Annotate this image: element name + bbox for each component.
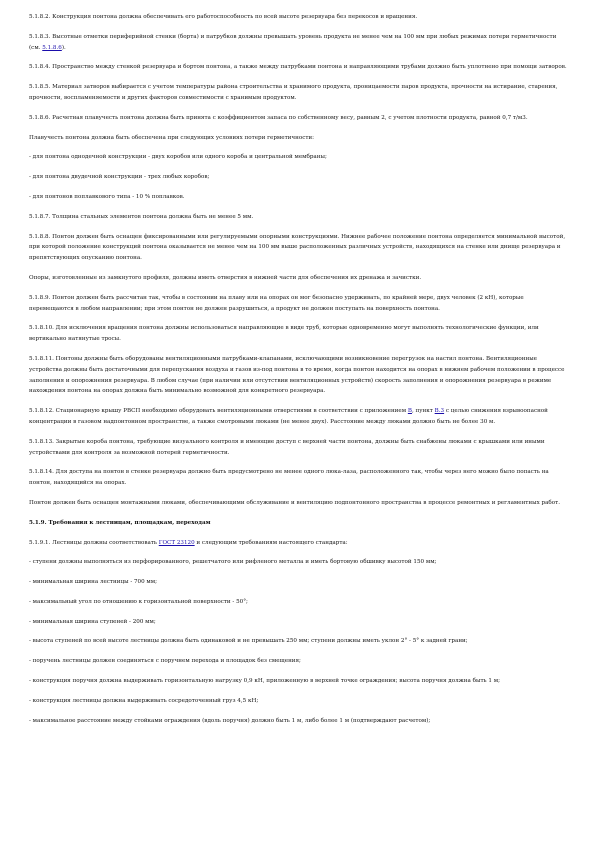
paragraph-text: , пункт	[411, 408, 435, 415]
paragraph-buoyancy-conditions: Плавучесть понтона должна быть обеспечена при следующих условиях потери герметичности:	[29, 134, 315, 141]
list-item: - ступени должны выполняться из перфорированного, решетчатого или рифленого металла и иметь бортовую обшивку высотой 150 мм;	[29, 559, 437, 566]
paragraph-5-1-8-13: 5.1.8.13. Закрытые короба понтона, требующие визуального контроля и имеющие доступ с верхней части понтона, должны быть снабжены люками с крышками или иными устройствами для контроля за возможной потерей герметичности.	[29, 438, 545, 456]
paragraph-text: 5.1.8.3. Высотные отметки периферийной стенки (борта) и патрубков должны превышать уровень продукта не менее чем на 100 мм при любых режимах потери герметичности (см.	[29, 33, 557, 51]
list-item: - для понтона двудечной конструкции - трех любых коробов;	[29, 174, 210, 181]
list-item: - для понтонов поплавкового типа - 10 % поплавков.	[29, 193, 185, 200]
paragraph-text: 5.1.9.1. Лестницы должны соответствовать	[29, 539, 159, 546]
paragraph-5-1-8-14: 5.1.8.14. Для доступа на понтон в стенке резервуара должно быть предусмотрено не менее одного люка-лаза, расположенного так, чтобы через него можно было попасть на понтон, находящийся на опорах.	[29, 469, 549, 487]
paragraph-5-1-8-4: 5.1.8.4. Пространство между стенкой резервуара и бортом понтона, а также между патрубками понтона и направляющими трубами должно быть уплотнено при помощи затворов.	[29, 64, 567, 71]
list-item: - максимальный угол по отношению к горизонтальной поверхности - 50°;	[29, 598, 248, 605]
link-gost-23120[interactable]: ГОСТ 23120	[158, 539, 195, 546]
paragraph-text: 5.1.8.12. Стационарную крышу РВСП необходимо оборудовать вентиляционными отверстиями в соответствии с приложением	[29, 408, 408, 415]
paragraph-mounting-hatches: Понтон должен быть оснащен монтажными люками, обеспечивающими обслуживание и вентиляцию подпонтонного пространства в процессе ремонтных и регламентных работ.	[29, 499, 561, 506]
paragraph-5-1-8-10: 5.1.8.10. Для исключения вращения понтона должны использоваться направляющие в виде труб, которые одновременно могут выполнять технологические функции, или вертикально натянутые тросы.	[29, 325, 539, 343]
paragraph-5-1-8-8: 5.1.8.8. Понтон должен быть оснащен фиксированными или регулируемыми опорными конструкциями. Нижнее рабочее положение понтона определяется минимальной высотой, при которой положение конструкций понтона оказывается не менее чем на 100 мм выше расположенных различных устройств, находящихся на стенке или днище резервуара и препятствующих опусканию понтона.	[29, 233, 566, 262]
paragraph-5-1-8-7: 5.1.8.7. Толщина стальных элементов понтона должна быть не менее 5 мм.	[29, 213, 254, 220]
list-item: - максимальное расстояние между стойками ограждения (вдоль поручня) должно быть 1 м, либо более 1 м (подтверждают расчетом);	[29, 717, 431, 724]
document-page	[29, 12, 569, 726]
paragraph-5-1-8-2: 5.1.8.2. Конструкция понтона должна обеспечивать его работоспособность по всей высоте резервуара без перекосов и вращения.	[29, 14, 418, 20]
list-item: - конструкция лестницы должна выдерживать сосредоточенный груз 4,5 кН;	[29, 697, 259, 704]
list-item: - поручень лестницы должен соединяться с поручнем перехода и площадок без смещения;	[29, 658, 301, 665]
list-item: - высота ступеней по всей высоте лестницы должна быть одинаковой и не превышать 250 мм; ступени должны иметь уклон 2° - 5° к задней грани;	[29, 638, 468, 645]
paragraph-5-1-8-12	[29, 406, 569, 428]
list-item: - для понтона однодечной конструкции - двух коробов или одного короба и центральной мембраны;	[29, 154, 327, 161]
section-heading-5-1-9: 5.1.9. Требования к лестницам, площадкам, переходам	[29, 519, 211, 526]
paragraph-supports: Опоры, изготовленные из замкнутого профиля, должны иметь отверстия в нижней части для обеспечения их дренажа и зачистки.	[29, 274, 422, 281]
list-item: - конструкция поручня должна выдерживать горизонтальную нагрузку 0,9 кН, приложенную в верхней точке ограждения; высота поручня должна быть 1 м;	[29, 678, 500, 685]
list-item: - минимальная ширина ступеней - 200 мм;	[29, 618, 156, 625]
list-item: - минимальная ширина лестницы - 700 мм;	[29, 579, 158, 586]
paragraph-5-1-9-1	[29, 538, 569, 549]
link-appendix-v[interactable]: В	[407, 408, 412, 415]
paragraph-5-1-8-11: 5.1.8.11. Понтоны должны быть оборудованы вентиляционными патрубками-клапанами, исключающими возникновение перегрузок на настил понтона. Вентиляционные устройства должны быть достаточными для перепускания воздуха и газов из-под понтона в то время, когда понтон находится на опорах в нижнем рабочем положении в процессе заполнения и опорожнения резервуара. В любом случае (при наличии или отсутствии вентиляционных устройств) скорость заполнения и опорожнения резервуара в режиме нахождения понтона на опорах должна быть минимально возможной для конкретного резервуара.	[29, 355, 565, 395]
link-v-3[interactable]: В.3	[434, 408, 445, 415]
link-5-1-8-6[interactable]: 5.1.8.6	[42, 44, 62, 51]
paragraph-text: с целью снижения взрывоопасной концентрации в газовом надпонтонном пространстве, а также смотровыми люками (не менее двух). Расстояние между люками должно быть не более 30 м.	[29, 408, 548, 425]
paragraph-text: и следующим требованиям настоящего стандарта:	[194, 539, 348, 546]
paragraph-text: ).	[61, 44, 66, 51]
paragraph-5-1-8-3	[29, 32, 569, 54]
paragraph-5-1-8-5: 5.1.8.5. Материал затворов выбирается с учетом температуры района строительства и хранимого продукта, проницаемости паров продукта, прочности на истирание, старения, прочности, воспламеняемости и других факторов совместимости с хранимым продуктом.	[29, 84, 558, 101]
paragraph-5-1-8-9: 5.1.8.9. Понтон должен быть рассчитан так, чтобы в состоянии на плаву или на опорах он мог безопасно удерживать, по крайней мере, двух человек (2 кН), которые перемещаются в любом направлении; при этом понтон не должен разрушиться, а продукт не должен поступать на поверхность понтона.	[29, 294, 524, 312]
paragraph-5-1-8-6: 5.1.8.6. Расчетная плавучесть понтона должна быть принята с коэффициентом запаса по собственному весу, равным 2, с учетом плотности продукта, равной 0,7 т/м3.	[29, 114, 528, 121]
